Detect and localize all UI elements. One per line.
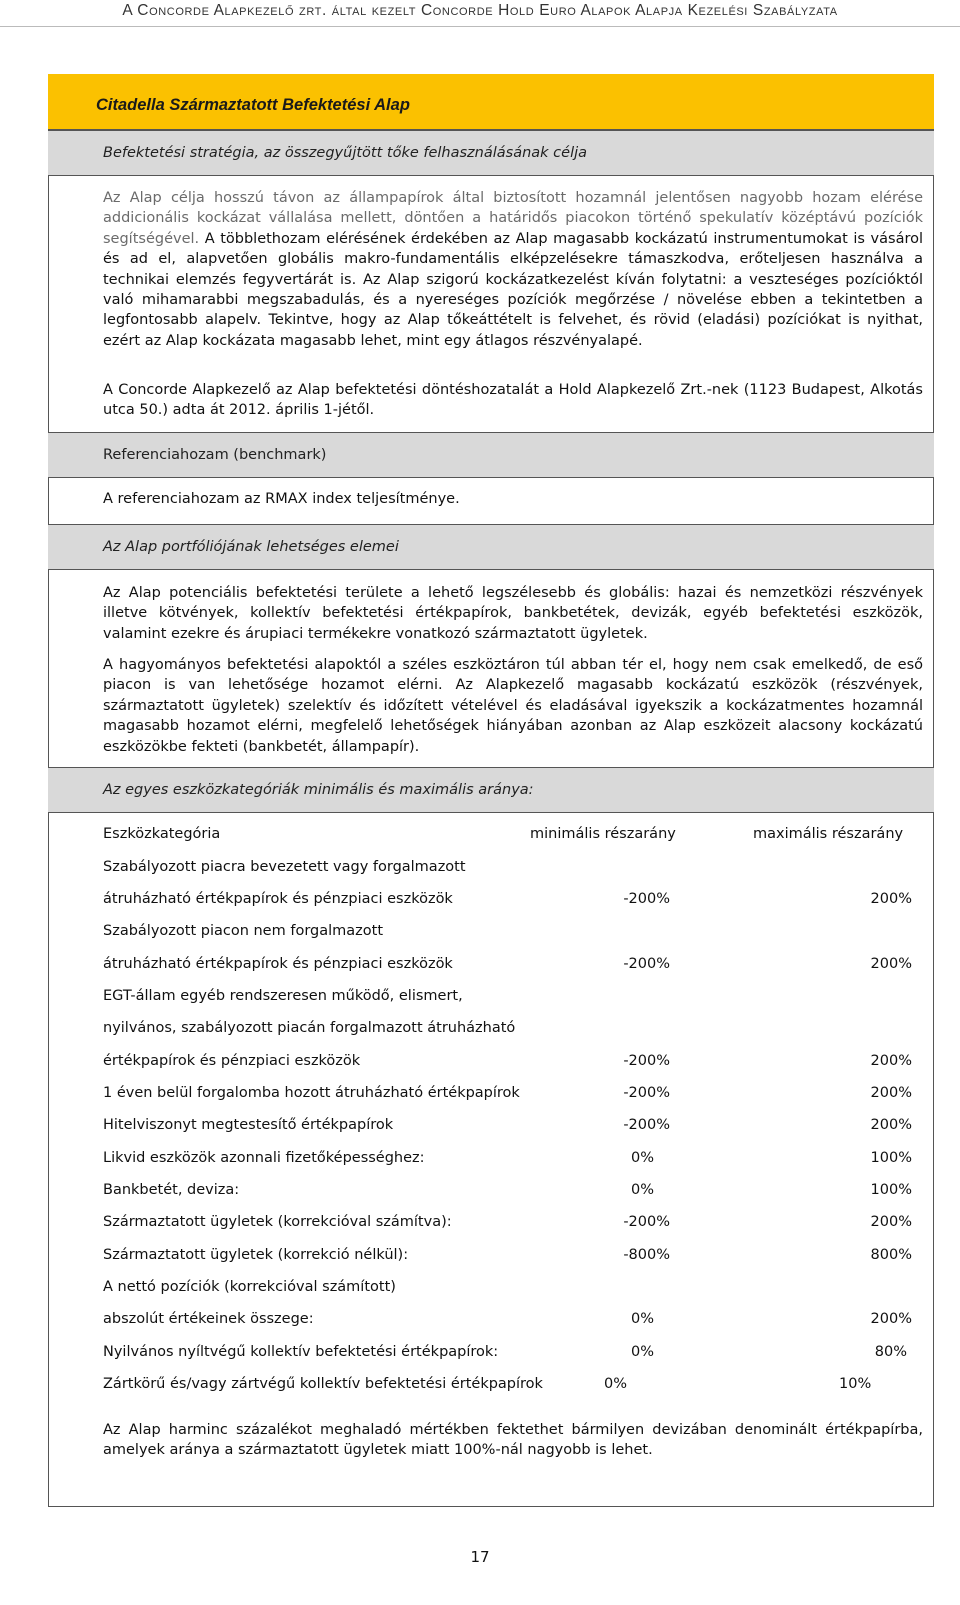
- benchmark-text: A referenciahozam az RMAX index teljesítménye.: [103, 491, 460, 507]
- limit-row-label: EGT-állam egyéb rendszeresen működő, elismert,: [103, 988, 463, 1004]
- limits-heading: Az egyes eszközkategóriák minimális és maximális aránya:: [103, 782, 534, 798]
- limit-row-label: értékpapírok és pénzpiaci eszközök: [103, 1053, 361, 1069]
- col-header-min: minimális részarány: [530, 826, 676, 842]
- limit-row-min: -200%: [623, 956, 670, 972]
- limit-row-min: 0%: [604, 1376, 628, 1392]
- header-rule: [0, 26, 960, 27]
- limit-row-label: Nyilvános nyíltvégű kollektív befektetési értékpapírok:: [103, 1344, 499, 1360]
- limit-row-label: Likvid eszközök azonnali fizetőképességhez:: [103, 1150, 425, 1166]
- fund-title-band: [48, 74, 934, 130]
- limit-row-max: 100%: [870, 1150, 912, 1166]
- col-header-max: maximális részarány: [753, 826, 904, 842]
- limit-row-label: átruházható értékpapírok és pénzpiaci eszközök: [103, 891, 453, 907]
- limit-row-label: A nettó pozíciók (korrekcióval számított): [103, 1279, 396, 1295]
- limit-row-label: Szabályozott piacra bevezetett vagy forgalmazott: [103, 859, 466, 875]
- limit-row-min: 0%: [630, 1344, 654, 1360]
- limit-row-label: 1 éven belül forgalomba hozott átruházható értékpapírok: [103, 1085, 520, 1101]
- portfolio-paragraph-1: Az Alap potenciális befektetési területe a lehető legszélesebb és globális: hazai és nemzetközi részvények illetve kötvények, kollektív befektetési értékpapírok, bankbetétek, devizák, egyéb befektetési eszközök, valamint ezekre és árupiaci termékekre vonatkozó származtatott ügyletek.: [103, 585, 923, 642]
- portfolio-heading: Az Alap portfóliójának lehetséges elemei: [103, 539, 399, 555]
- limit-row-max: 200%: [870, 1053, 912, 1069]
- strategy-heading: Befektetési stratégia, az összegyűjtött tőke felhasználásának célja: [103, 145, 588, 161]
- benchmark-heading: Referenciahozam (benchmark): [103, 447, 327, 463]
- delegation-paragraph: A Concorde Alapkezelő az Alap befektetési döntéshozatalát a Hold Alapkezelő Zrt.-nek (1123 Budapest, Alkotás utca 50.) adta át 2012. április 1-jétől.: [103, 382, 923, 419]
- limits-heading-band: [48, 767, 934, 813]
- limit-row-min: -800%: [623, 1247, 670, 1263]
- limit-row-min: 0%: [630, 1150, 654, 1166]
- limit-row-max: 200%: [870, 1311, 912, 1327]
- limit-row-label: abszolút értékeinek összege:: [103, 1311, 314, 1327]
- limit-row-min: 0%: [630, 1311, 654, 1327]
- limit-row-label: Származtatott ügyletek (korrekcióval számítva):: [103, 1214, 452, 1230]
- strategy-intro-gray: Az Alap célja hosszú távon az állampapírok által biztosított hozamnál jelentősen nagyobb hozam elérése addicionális kockázat vállalása mellett, döntően a határidős piacokon történő spekulatív középtávú pozíciók segítségével.: [103, 190, 923, 247]
- page-number: 17: [470, 1548, 490, 1566]
- fund-title: Citadella Származtatott Befektetési Alap: [96, 96, 410, 114]
- limit-row-max: 200%: [870, 891, 912, 907]
- strategy-intro-dark: A többlethozam elérésének érdekében az Alap magasabb kockázatú instrumentumokat is vásárol és ad el, alapvetően globális makro-fundamentális elképzelésekre támaszkodva, erőteljesen használva a technikai elemzés fegyvertárát is. Az Alap szigorú kockázatkezelést kíván folytatni: a veszteséges pozícióktól való mihamarabbi megszabadulás, és a nyereséges pozíciók megőrzése / növelése ebben a tekintetben a legfontosabb alapelv. Tekintve, hogy az Alap tőkeáttételt is felvehet, és rövid (eladási) pozíciókat is nyithat, ezért az Alap kockázata magasabb lehet, mint egy átlagos részvényalapé.: [103, 230, 923, 349]
- limit-row-min: 0%: [630, 1182, 654, 1198]
- limit-row-label: Hitelviszonyt megtestesítő értékpapírok: [103, 1117, 394, 1133]
- limit-row-label: átruházható értékpapírok és pénzpiaci eszközök: [103, 956, 453, 972]
- limit-row-max: 200%: [870, 1214, 912, 1230]
- limit-row-min: -200%: [623, 1085, 670, 1101]
- limit-row-max: 100%: [870, 1182, 912, 1198]
- limit-row-max: 10%: [839, 1376, 872, 1392]
- limit-row-label: nyilvános, szabályozott piacán forgalmazott átruházható: [103, 1020, 516, 1036]
- benchmark-heading-band: [48, 432, 934, 478]
- limit-row-max: 200%: [870, 1085, 912, 1101]
- limit-row-min: -200%: [623, 1053, 670, 1069]
- limit-row-label: Bankbetét, deviza:: [103, 1182, 240, 1198]
- limit-row-min: -200%: [623, 1117, 670, 1133]
- limits-footnote: Az Alap harminc százalékot meghaladó mértékben fektethet bármilyen devizában denominált értékpapírba, amelyek aránya a származtatott ügyletek miatt 100%-nál nagyobb is lehet.: [103, 1422, 923, 1459]
- limit-row-min: -200%: [623, 1214, 670, 1230]
- limit-row-max: 200%: [870, 956, 912, 972]
- portfolio-paragraph-2: A hagyományos befektetési alapoktól a széles eszköztáron túl abban tér el, hogy nem csak emelkedő, de eső piacon is van lehetősége hozamot elérni. Az Alapkezelő magasabb kockázatú eszközök (részvények, származtatott ügyletek) szelektív és időzített vételével és eladásával igyekszik a kockázatmentes hozamnál magasabb hozamot elérni, megfelelő lehetőségek hiányában azonban az Alap eszközeit alacsony kockázatú eszközökbe fekteti (bankbetét, állampapír).: [103, 657, 923, 755]
- strategy-heading-band: [48, 130, 934, 176]
- running-header: A Concorde Alapkezelő zrt. által kezelt Concorde Hold Euro Alapok Alapja Kezelési Szabályzata: [122, 2, 838, 19]
- limit-row-max: 200%: [870, 1117, 912, 1133]
- strategy-paragraph: [103, 188, 923, 351]
- limit-row-max: 800%: [870, 1247, 912, 1263]
- limit-row-label: Zártkörű és/vagy zártvégű kollektív befektetési értékpapírok: [103, 1376, 543, 1392]
- col-header-category: Eszközkategória: [103, 826, 221, 842]
- limit-row-label: Szabályozott piacon nem forgalmazott: [103, 923, 384, 939]
- limit-row-min: -200%: [623, 891, 670, 907]
- limit-row-max: 80%: [874, 1344, 907, 1360]
- portfolio-heading-band: [48, 524, 934, 570]
- limit-row-label: Származtatott ügyletek (korrekció nélkül):: [103, 1247, 409, 1263]
